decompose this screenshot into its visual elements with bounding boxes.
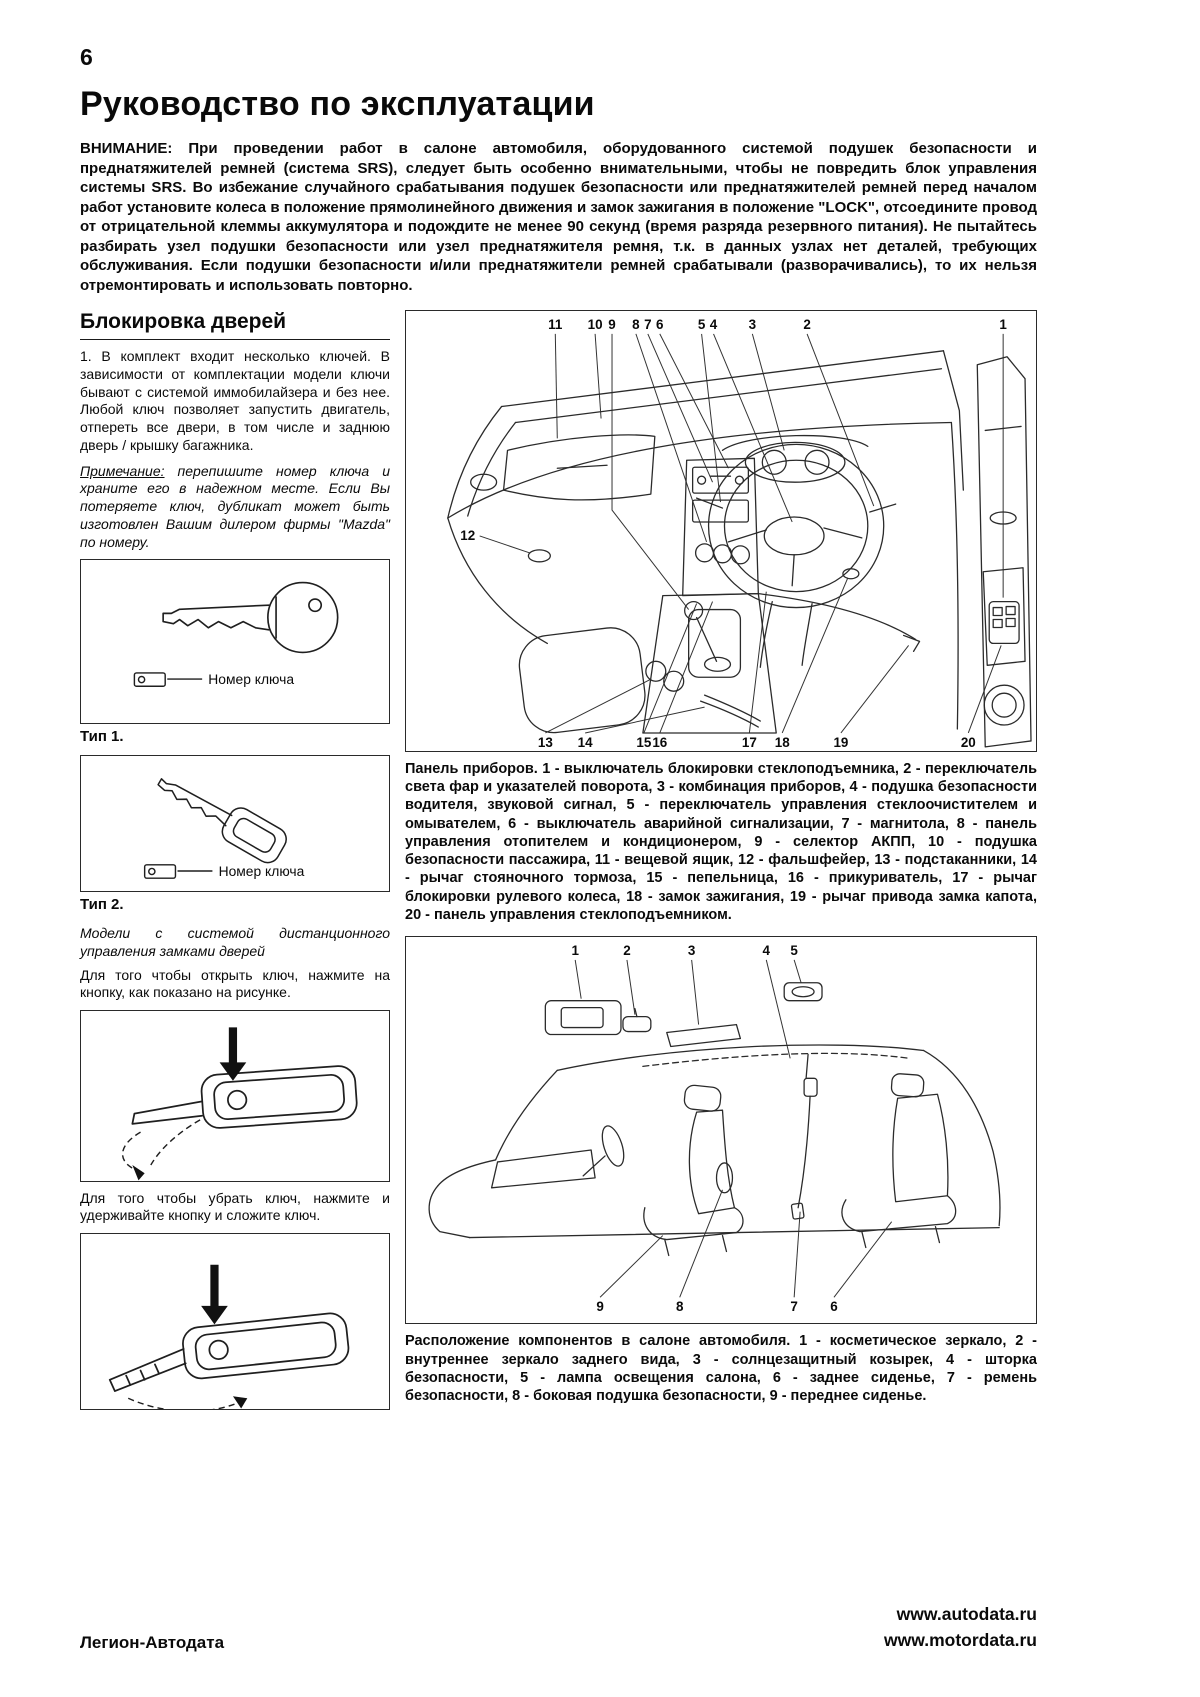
remote-key-icon <box>132 1065 357 1129</box>
flip-key-close-figure <box>80 1233 390 1410</box>
svg-text:13: 13 <box>537 734 553 750</box>
press-arrow-icon <box>201 1265 228 1325</box>
dashboard-caption: Панель приборов. 1 - выключатель блокировки стеклоподъемника, 2 - переключатель света фар и указателей поворота, 3 - комбинация приборов, 4 - подушка безопасности водителя, звуковой сигнал, 5 - переключатель управления стеклоочистителем и омывателем, 6 - выключатель аварийной сигнализации, 7 - магнитола, 8 - панель управления отопителем и кондиционером, 9 - селектор АКПП, 10 - подушка безопасности пассажира, 11 - вещевой ящик, 12 - фальшфейер, 13 - подстаканники, 14 - рычаг стояночного тормоза, 15 - пепельница, 16 - прикуриватель, 17 - рычаг блокировки рулевого колеса, 18 - замок зажигания, 19 - рычаг привода замка капота, 20 - панель управления стеклоподъемником. <box>405 760 1037 924</box>
callout-numbers-bottom <box>596 1299 837 1314</box>
side-airbag <box>717 1163 733 1193</box>
svg-text:9: 9 <box>608 316 616 332</box>
flip-key-open-figure <box>80 1010 390 1181</box>
note-text: перепишите номер ключа и храните его в надежном месте. Если Вы потеряете ключ, дубликат может быть изготовлен Вашим дилером фирмы "Mazda" по номеру. <box>80 462 390 550</box>
svg-text:15: 15 <box>636 734 652 750</box>
svg-text:9: 9 <box>596 1299 604 1315</box>
svg-text:10: 10 <box>587 316 603 332</box>
leader-lines <box>575 960 891 1297</box>
swing-arrowhead-icon <box>132 1165 144 1180</box>
left-column <box>80 310 390 1418</box>
key-number-tag-icon <box>145 864 213 877</box>
safety-curtain <box>643 1054 910 1067</box>
svg-text:3: 3 <box>748 316 757 332</box>
svg-text:1: 1 <box>999 316 1007 332</box>
website-motordata: www.motordata.ru <box>884 1629 1037 1650</box>
key-icon <box>163 583 338 653</box>
fold-arrowhead-icon <box>233 1396 247 1408</box>
key-type2-caption: Тип 2. <box>80 896 124 914</box>
key-type2-illustration <box>81 756 389 892</box>
key-note-paragraph <box>80 463 390 552</box>
svg-text:18: 18 <box>774 734 790 750</box>
svg-text:8: 8 <box>675 1299 684 1315</box>
svg-text:7: 7 <box>644 316 652 332</box>
dome-lamp <box>784 983 822 1001</box>
key-type1-caption: Тип 1. <box>80 727 124 745</box>
keys-paragraph: 1. В комплект входит несколько ключей. В зависимости от комплектации модели ключи бывают с системой иммобилайзера и без нее. Любой ключ позволяет запустить двигатель, отпереть все двери, в том числе и заднюю дверь / крышку багажника. <box>80 348 390 453</box>
key-type1-illustration <box>81 560 389 722</box>
front-seat <box>644 1085 743 1256</box>
steering-wheel <box>709 444 884 607</box>
note-label: Примечание: <box>80 462 165 479</box>
key-number-tag-icon <box>134 673 202 686</box>
seat-belt <box>791 1079 817 1220</box>
steering-wheel <box>598 1124 628 1169</box>
section-heading-door-lock: Блокировка дверей <box>80 310 390 340</box>
cabin-caption: Расположение компонентов в салоне автомобиля. 1 - косметическое зеркало, 2 - внутреннее зеркало заднего вида, 3 - солнцезащитный козырек, 4 - шторка безопасности, 5 - лампа освещения салона, 6 - заднее сиденье, 7 - ремень безопасности, 8 - боковая подушка безопасности, 9 - переднее сиденье. <box>405 1333 1037 1405</box>
armrest <box>516 624 648 736</box>
swing-arrow-icon <box>123 1120 201 1173</box>
vanity-mirror <box>545 1001 621 1035</box>
footer-websites <box>884 1602 1037 1653</box>
svg-text:11: 11 <box>548 316 563 332</box>
dashboard-diagram-figure <box>405 310 1037 752</box>
remote-open-paragraph: Для того чтобы открыть ключ, нажмите на кнопку, как показано на рисунке. <box>80 966 390 1001</box>
instrument-cluster <box>745 442 845 482</box>
svg-text:16: 16 <box>652 734 668 750</box>
dashboard <box>492 1150 596 1188</box>
svg-text:7: 7 <box>790 1299 798 1315</box>
cabin-diagram-illustration <box>406 937 1036 1323</box>
remote-close-paragraph: Для того чтобы убрать ключ, нажмите и удерживайте кнопку и сложите ключ. <box>80 1189 390 1224</box>
key-icon <box>151 765 291 867</box>
key-type2-figure <box>80 755 390 893</box>
svg-text:3: 3 <box>687 943 696 959</box>
glove-box <box>504 435 655 500</box>
gear-selector <box>643 594 776 733</box>
callout-number-left: 12 <box>460 527 476 543</box>
publisher-name: Легион-Автодата <box>80 1633 225 1652</box>
fold-arrow-icon <box>128 1398 247 1408</box>
svg-text:14: 14 <box>577 734 593 750</box>
svg-text:4: 4 <box>709 316 718 332</box>
svg-text:19: 19 <box>833 734 849 750</box>
srs-warning-paragraph: ВНИМАНИЕ: При проведении работ в салоне автомобиля, оборудованного системой подушек безопасности и преднатяжителей ремней (система SRS), следует быть особенно внимательными, чтобы не повредить блок управления системы SRS. Во избежание случайного срабатывания подушек безопасности или преднатяжителей ремней перед началом работ установите колеса в положение прямолинейного движения и замок зажигания в положение "LOCK", отсоедините провод от отрицательной клеммы аккумулятора и подождите не менее 90 секунд (время разряда резервного питания). Не пытайтесь разбирать узел подушки безопасности или узел преднатяжителя ремня, т.к. в данных узлах нет деталей, требующих обслуживания. Если подушки безопасности и/или преднатяжители ремней срабатывали (разворачивались), то их нельзя отремонтировать и использовать повторно. <box>80 140 1037 294</box>
dashboard-art <box>448 351 1031 747</box>
page-number: 6 <box>80 44 93 70</box>
cabin-diagram-figure <box>405 936 1037 1324</box>
svg-text:6: 6 <box>656 316 664 332</box>
key-number-label: Номер ключа <box>218 862 305 879</box>
rear-view-mirror <box>623 1009 651 1032</box>
key-type1-figure <box>80 559 390 723</box>
page-title: Руководство по эксплуатации <box>80 85 595 123</box>
svg-text:5: 5 <box>790 943 798 959</box>
flare-holder <box>528 550 550 562</box>
callout-numbers-bottom <box>538 735 976 750</box>
callout-numbers-top <box>571 943 798 958</box>
svg-text:4: 4 <box>762 943 771 959</box>
website-autodata: www.autodata.ru <box>896 1604 1037 1625</box>
page-footer <box>80 1602 1037 1653</box>
right-column <box>405 310 1037 1418</box>
svg-text:1: 1 <box>571 943 579 959</box>
svg-text:5: 5 <box>697 316 706 332</box>
remote-key-icon <box>110 1312 350 1391</box>
svg-text:2: 2 <box>623 943 631 959</box>
svg-text:20: 20 <box>960 734 976 750</box>
cup-holder <box>646 661 666 681</box>
dashboard-diagram-illustration <box>406 311 1036 751</box>
svg-text:2: 2 <box>803 316 811 332</box>
svg-text:8: 8 <box>632 316 640 332</box>
flip-key-open-illustration <box>81 1011 389 1180</box>
svg-text:17: 17 <box>741 734 757 750</box>
sun-visor <box>667 1025 741 1047</box>
remote-models-heading: Модели с системой дистанционного управления замками дверей <box>80 925 390 959</box>
cabin-art <box>429 983 1000 1256</box>
rear-seat <box>842 1074 956 1248</box>
key-number-label: Номер ключа <box>208 671 295 688</box>
callout-numbers-top <box>548 317 1007 332</box>
flip-key-close-illustration <box>81 1234 389 1409</box>
svg-text:6: 6 <box>830 1299 838 1315</box>
